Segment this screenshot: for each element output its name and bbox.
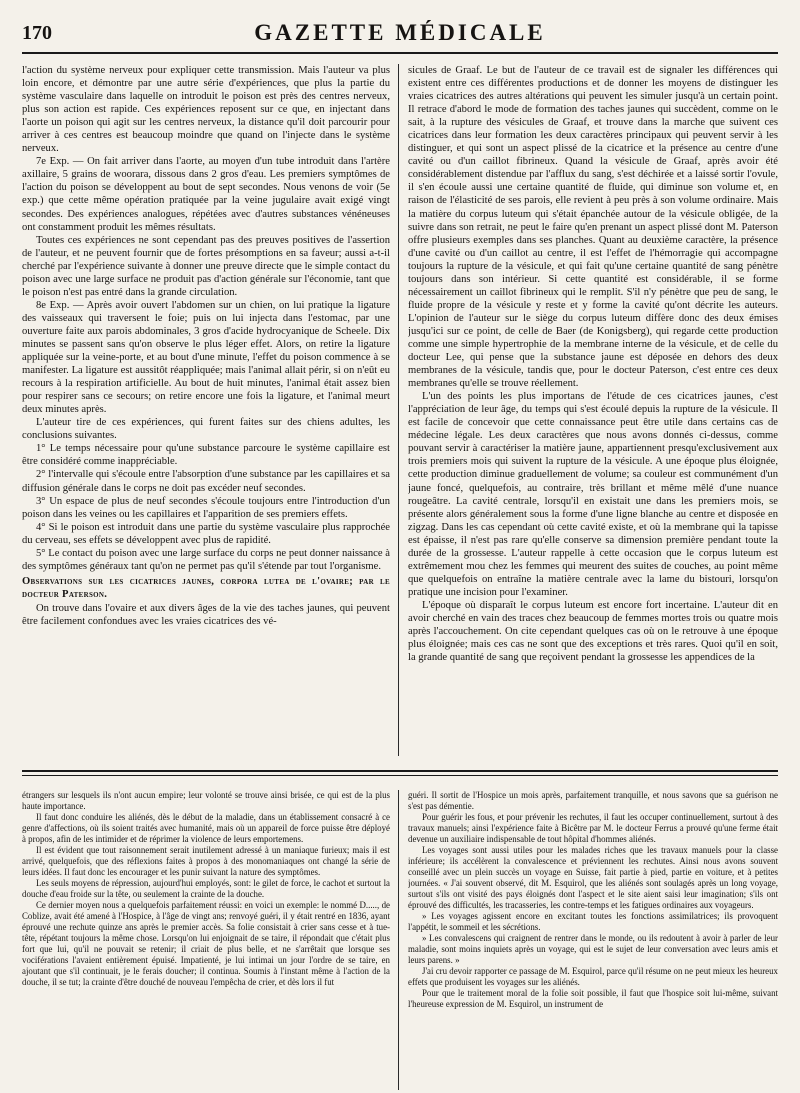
paragraph: 3° Un espace de plus de neuf secondes s'écoule toujours entre l'introduction d'un poison dans les veines ou les capillaires et l'apparition de ses premiers effets. — [22, 495, 390, 520]
paragraph: 1° Le temps nécessaire pour qu'une substance parcoure le système capillaire est être considéré comme inappréciable. — [22, 443, 390, 468]
paragraph: Pour guérir les fous, et pour prévenir les rechutes, il faut les occuper continuellement, surtout à des travaux manuels; ainsi l'expérience faite à Bicêtre par M. le docteur Ferrus a prouvé qu'une ferme était devenue un auxiliaire indispensable de tout hôpital d'hommes aliénés. — [408, 812, 778, 844]
paragraph: Il faut donc conduire les aliénés, dès le début de la maladie, dans un établissement consacré à ce genre d'affections, où ils soient traités avec humanité, mais où un appareil de force puisse être déployé à propos, afin de les intimider et de réprimer la violence de leurs emportemens. — [22, 812, 390, 844]
paragraph: étrangers sur lesquels ils n'ont aucun empire; leur volonté se trouve ainsi brisée, ce qui est de la plus haute importance. — [22, 790, 390, 811]
paragraph: 5° Le contact du poison avec une large surface du corps ne peut donner naissance à des symptômes généraux tant qu'on ne permet pas qu'il s'étende par tout l'organisme. — [22, 547, 390, 572]
paragraph: L'un des points les plus importans de l'étude de ces cicatrices jaunes, c'est l'appréciation de leur âge, du temps qui s'est écoulé depuis la rupture de la vésicule. Il est facile de concevoir que cette connaissance peut être utile dans certains cas de médecine légale. Les deux caractères que nous avons donnés ci-dessus, comme pouvant servir à caractériser la matière jaune, appartiennent presqu'exclusivement aux trois premiers mois qui suivent la rupture de la vésicule. A une époque plus éloignée, cette production diminue graduellement de volume; sa couleur est communément d'un jaune foncé, quelquefois, au contraire, très brillant et même mêlé d'une nuance rougeâtre. La cavité centrale, lorsqu'il en existait une dans les premiers mois, se présente alors généralement sous la forme d'une ligne blanche au centre et disposée en zigzag. Dans les cas cependant où cette cavité existe, et où la membrane qui la tapisse est épaisse, il n'est pas rare qu'elle conserve sa dimension première pendant toute la durée de la grossesse. L'auteur rappelle à cette occasion que le corpus luteum est extrêmement mou chez les femmes qui meurent des suites de couches, au point même que quelquefois on entraîne la matière centrale avec la lame du bistouri, lorsqu'on pratique une incision pour l'examiner. — [408, 391, 778, 598]
paragraph: Les seuls moyens de répression, aujourd'hui employés, sont: le gilet de force, le cachot et surtout la douche d'eau froide sur la tête, ou seulement la crainte de la douche. — [22, 878, 390, 899]
paragraph: » Les convalescens qui craignent de rentrer dans le monde, ou ils redoutent à avoir à parler de leur maladie, sont moins inquiets après un voyage, qui est le sujet de leur conversation avec leurs amis et leurs parens. » — [408, 933, 778, 965]
page-number: 170 — [22, 22, 52, 44]
column-divider — [398, 790, 399, 1090]
paragraph: sicules de Graaf. Le but de l'auteur de ce travail est de signaler les différences qui existent entre ces différentes productions et de donner les moyens de distinguer les vraies cicatrices des autres altérations qui peuvent les simuler jusqu'à un certain point. Il retrace d'abord le mode de formation des taches jaunes qui succèdent, comme on le sait, à la rupture des vésicules de Graaf, et trouve dans la marche que suivent ces cicatrices dans leur formation les deux caractères principaux qui peuvent servir à les distinguer, et qui sont un aspect plissé de la cicatrice et la présence au centre d'une cavité ou d'un caillot fibrineux. Quand la vésicule de Graaf, après avoir été considérablement distendue par l'afflux du sang, s'est déchirée et a laissé sortir l'ovule, il s'en écoule aussi une certaine quantité de fluide, qui diminue son volume et, en raison de l'élasticité de ses parois, elle revient à peu près à son volume ordinaire. Mais la matière du corpus luteum qui s'était épanchée autour de la vésicule obligée, de la suivre dans son retrait, ne peut le faire qu'en prenant un aspect plissé dont M. Paterson offre plusieurs exemples dans ses planches. Quant au deuxième caractère, la présence d'une cavité ou d'un caillot au centre, il est l'effet de l'hémorragie qui accompagne toujours la rupture de la vésicule, et qui fait qu'une certaine quantité de sang pénètre toujours dans son intérieur. Si cette quantité est considérable, il se forme nécessairement un caillot fibrineux qui le remplit. S'il n'y pénètre que peu de sang, le fluide propre de la vésicule y reste et y forme la cavité qu'ont décrite les auteurs. L'opinion de l'auteur sur le siège du corpus luteum diffère donc des deux émises jusqu'ici sur ce point, de celle de Baer (de Konigsberg), qui regarde cette production comme une simple hypertrophie de la membrane interne de la vésicule, et de celle du docteur Lee, qui pense que la substance jaune est déposée en dehors des deux membranes de la vésicule, tandis que, pour le docteur Paterson, c'est entre ces deux membranes qu'elle se trouve réellement. — [408, 65, 778, 390]
paragraph: guéri. Il sortit de l'Hospice un mois après, parfaitement tranquille, et nous savons que sa guérison ne s'est pas démentie. — [408, 790, 778, 811]
journal-title: GAZETTE MÉDICALE — [254, 20, 546, 45]
top-right-column — [408, 64, 778, 756]
paragraph: » Les voyages agissent encore en excitant toutes les fonctions assimilatrices; ils provoquent l'appétit, le sommeil et les sécrétions. — [408, 911, 778, 932]
bottom-right-column — [408, 790, 778, 1090]
paragraph: L'époque où disparaît le corpus luteum est encore fort incertaine. L'auteur dit en avoir cherché en vain des traces chez beaucoup de femmes mortes trois ou quatre mois après l'accouchement. On cite cependant quelques cas où on le retrouve à une époque plus éloignée; mais ces cas ne sont que des exceptions et très rares. Quoi qu'il en soit, la grande quantité de sang que reçoivent pendant la grossesse les appendices de la — [408, 599, 778, 664]
section-heading: Observations sur les cicatrices jaunes, corpora lutea de l'ovaire; par le docteur Paterson. — [22, 575, 390, 600]
page-header — [22, 18, 778, 54]
paragraph: 4° Si le poison est introduit dans une partie du système vasculaire plus rapprochée du cerveau, ses effets se développent avec plus de rapidité. — [22, 521, 390, 546]
paragraph: l'action du système nerveux pour expliquer cette transmission. Mais l'auteur va plus loin encore, et démontre par une autre série d'expériences, que plus la partie du système vasculaire dans laquelle on introduit le poison est près des centres nerveux, plus son action est rapide. Ces expériences reposent sur ce que, en injectant dans l'aorte un poison qui agit sur les centres nerveux, la distance qu'il doit parcourir pour arriver à ces centres est beaucoup moindre que quand on l'injecte dans le système nerveux. — [22, 65, 390, 155]
paragraph: Pour que le traitement moral de la folie soit possible, il faut que l'hospice soit lui-même, suivant l'heureuse expression de M. Esquirol, un instrument de — [408, 988, 778, 1009]
paragraph: J'ai cru devoir rapporter ce passage de M. Esquirol, parce qu'il résume on ne peut mieux les heureux effets que produisent les voyages sur les aliénés. — [408, 966, 778, 987]
paragraph: L'auteur tire de ces expériences, qui furent faites sur des chiens adultes, les conclusions suivantes. — [22, 417, 390, 442]
bottom-left-column — [22, 790, 390, 1090]
section-divider — [22, 775, 778, 776]
column-divider — [398, 64, 399, 756]
section-divider — [22, 770, 778, 772]
paragraph: 8e Exp. — Après avoir ouvert l'abdomen sur un chien, on lui pratique la ligature des vaisseaux qui traversent le foie; puis on lui injecta dans l'estomac, par une ouverture faite aux parois abdominales, 3 gros d'acide hydrocyanique de Scheele. Dix minutes se passent sans qu'on observe le plus léger effet. Alors, on retire la ligature appliquée sur la veine-porte, et au bout d'une minute, l'effet du poison commence à se manifester. La ligature est aussitôt réappliquée; mais l'animal allait périr, si on n'eût eu recours à la respiration artificielle. Au bout de huit minutes, l'animal était assez bien pour respirer sans ce secours; on retire encore une fois la ligature, et l'animal meurt deux minutes après. — [22, 299, 390, 416]
paragraph: Les voyages sont aussi utiles pour les malades riches que les travaux manuels pour la classe inférieure; ils accélèrent la convalescence et préviennent les rechutes. Ainsi nous avons souvent conseillé avec un plein succès un voyage en Suisse, fait partie à pied, partie en voiture, et à petites journées. « J'ai souvent observé, dit M. Esquirol, que les aliénés sont soulagés après un long voyage, surtout s'ils ont visité des pays éloignés dont l'aspect et le site aient saisi leur imagination; s'ils ont éprouvé des difficultés, les tracasseries, les contre-temps et les fatigues ordinaires aux voyageurs. — [408, 845, 778, 910]
top-left-column — [22, 64, 390, 756]
paragraph: 7e Exp. — On fait arriver dans l'aorte, au moyen d'un tube introduit dans l'artère axillaire, 5 grains de woorara, dissous dans 2 gros d'eau. Les premiers symptômes de l'action du poison se développent au bout de sept secondes. Nous venons de voir (5e exp.) que cette même opération pratiquée par la veine jugulaire avait exigé vingt secondes. Des expériences analogues, répétées avec d'autres substances vénéneuses ont constamment produit les mêmes résultats. — [22, 156, 390, 233]
paragraph: 2° l'intervalle qui s'écoule entre l'absorption d'une substance par les capillaires et sa diffusion générale dans le corps ne doit pas excéder neuf secondes. — [22, 469, 390, 494]
paragraph: Toutes ces expériences ne sont cependant pas des preuves positives de l'assertion de l'auteur, et ne peuvent fournir que de fortes présomptions en sa faveur; aussi a-t-il cherché par l'expérience suivante à donner une preuve directe que le simple contact du poison avec une large surface ne produit pas d'action générale sur l'économie, tant que le poison n'est pas entré dans la grande circulation. — [22, 234, 390, 298]
paragraph: Il est évident que tout raisonnement serait inutilement adressé à un maniaque furieux; mais il est arrivé, quelquefois, que des réflexions faites à propos à des monomaniaques ont changé la série de leurs idées. Il faut donc les encourager et les punir suivant la nature des symptômes. — [22, 845, 390, 877]
paragraph: Ce dernier moyen nous a quelquefois parfaitement réussi: en voici un exemple: le nommé D....., de Coblize, avait été amené à l'Hospice, à l'âge de vingt ans; renvoyé guéri, il y était rentré en 1836, ayant éprouvé une rechute quinze ans après le premier accès. Sa folie consistait à crier sans cesse et à tue-tête, répétant toujours la même chose. Lorsqu'on lui enjoignait de se taire, il répondait que c'était plus fort que lui, qu'il ne pouvait se retenir; il criait de plus belle, et ne s'arrêtait que lorsque ses vociférations l'avaient entièrement épuisé. Impatienté, je lui intimai un jour l'ordre de se taire, en ajoutant que s'il continuait, je le ferais doucher; il continua. Soumis à l'instant même à l'action de la douche, il se tut; la crainte d'être douché de nouveau l'empêcha de crier, et dès lors il fut — [22, 900, 390, 987]
paragraph: On trouve dans l'ovaire et aux divers âges de la vie des taches jaunes, qui peuvent être facilement confondues avec les vraies cicatrices des vé- — [22, 602, 390, 627]
